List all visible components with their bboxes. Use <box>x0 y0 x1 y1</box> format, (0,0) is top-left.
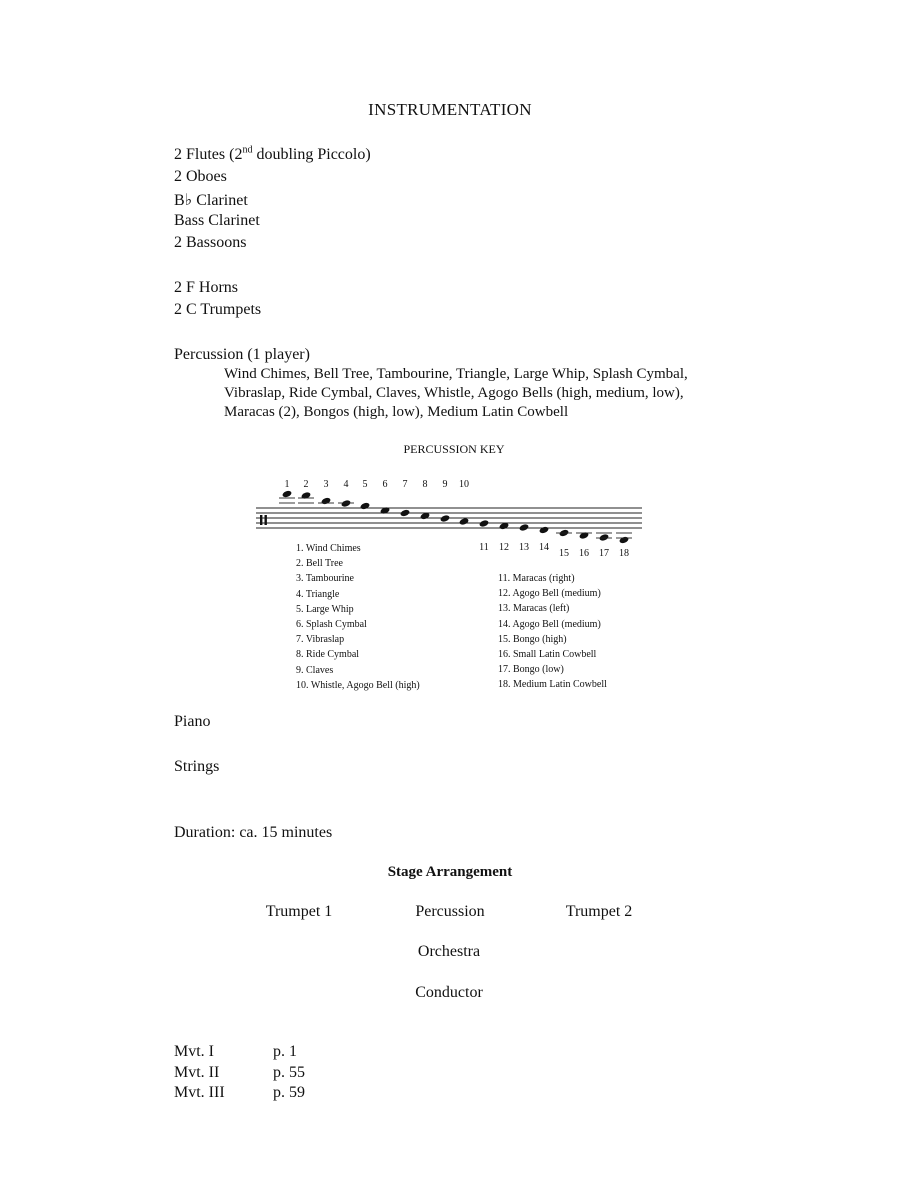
legend-item: 13. Maracas (left) <box>498 603 570 615</box>
legend-right <box>498 571 607 693</box>
staff-note <box>440 514 451 522</box>
legend-item: 7. Vibraslap <box>296 634 345 646</box>
staff-number: 14 <box>539 542 549 553</box>
staff-number: 15 <box>559 548 569 559</box>
legend-item: 9. Claves <box>296 664 334 676</box>
staff-note <box>619 536 630 544</box>
duration-line: Duration: ca. 15 minutes <box>174 824 333 841</box>
staff-note <box>282 490 293 498</box>
staff-number: 2 <box>303 479 309 490</box>
staff-number: 13 <box>519 542 529 553</box>
bassoons-line: 2 Bassoons <box>174 234 247 251</box>
bass-clarinet-line: Bass Clarinet <box>174 212 260 229</box>
percussion-instruments: Wind Chimes, Bell Tree, Tambourine, Triangle, Large Whip, Splash Cymbal, Vibraslap, Ride Cymbal, Claves, Whistle, Agogo Bells (high, medium, low), Maracas (2), Bongos (high, low), Medium Latin Cowbell <box>224 366 688 420</box>
staff-note <box>519 523 530 531</box>
staff-note <box>400 509 411 517</box>
movement-page: p. 1 <box>273 1043 297 1060</box>
movement-page: p. 59 <box>273 1084 305 1101</box>
staff-note <box>479 519 490 527</box>
stage-orchestra: Orchestra <box>417 943 481 960</box>
staff-number: 17 <box>599 548 609 559</box>
flutes-text-post: doubling Piccolo) <box>252 146 371 163</box>
flutes-line <box>174 146 371 164</box>
movement-label: Mvt. II <box>174 1064 220 1081</box>
clarinet-text: Clarinet <box>192 192 248 209</box>
staff-number: 10 <box>459 479 469 490</box>
movement-page: p. 55 <box>273 1064 305 1081</box>
staff-note <box>360 502 371 510</box>
flutes-text: 2 Flutes (2 <box>174 146 243 163</box>
legend-item: 12. Agogo Bell (medium) <box>498 588 601 600</box>
staff-number: 8 <box>422 479 428 490</box>
staff-number: 12 <box>499 542 509 553</box>
legend-item: 18. Medium Latin Cowbell <box>498 679 607 691</box>
horns-line: 2 F Horns <box>174 279 239 296</box>
movement-label: Mvt. I <box>174 1043 214 1060</box>
percussion-heading: Percussion (1 player) <box>174 346 310 363</box>
clarinet-flat: B♭ <box>174 192 193 209</box>
staff-note <box>539 526 550 534</box>
staff-note <box>599 533 610 541</box>
staff-note <box>341 499 352 507</box>
stage-trumpet-1: Trumpet 1 <box>265 903 333 920</box>
strings-line: Strings <box>174 758 220 775</box>
stage-conductor: Conductor <box>415 984 483 1001</box>
staff-number: 18 <box>619 548 629 559</box>
legend-item: 16. Small Latin Cowbell <box>498 649 597 661</box>
legend-left <box>296 541 420 693</box>
movement-label: Mvt. III <box>174 1084 225 1101</box>
legend-item: 2. Bell Tree <box>296 558 343 570</box>
staff-number: 6 <box>382 479 388 490</box>
legend-item: 3. Tambourine <box>296 573 354 585</box>
staff-number: 16 <box>579 548 589 559</box>
staff-number: 5 <box>362 479 368 490</box>
staff-number: 11 <box>479 542 489 553</box>
trumpets-line: 2 C Trumpets <box>174 301 262 318</box>
staff-number: 7 <box>402 479 408 490</box>
flutes-superscript: nd <box>242 144 253 156</box>
percussion-key-title: PERCUSSION KEY <box>403 442 505 456</box>
page-title: INSTRUMENTATION <box>368 100 532 119</box>
staff-number: 4 <box>343 479 349 490</box>
legend-item: 5. Large Whip <box>296 603 354 615</box>
legend-item: 1. Wind Chimes <box>296 543 361 554</box>
legend-item: 11. Maracas (right) <box>498 573 575 584</box>
clarinet-line <box>174 190 248 210</box>
legend-item: 6. Splash Cymbal <box>296 619 367 631</box>
legend-item: 15. Bongo (high) <box>498 633 567 645</box>
piano-line: Piano <box>174 713 211 730</box>
staff-note <box>321 497 332 505</box>
legend-item: 17. Bongo (low) <box>498 664 564 676</box>
stage-trumpet-2: Trumpet 2 <box>565 903 633 920</box>
staff-number: 3 <box>323 479 329 490</box>
percussion-clef <box>260 515 267 525</box>
oboes-line: 2 Oboes <box>174 168 227 185</box>
legend-item: 10. Whistle, Agogo Bell (high) <box>296 679 420 691</box>
staff-number: 9 <box>442 479 448 490</box>
staff-note <box>459 517 470 525</box>
staff-number: 1 <box>284 479 290 490</box>
legend-item: 8. Ride Cymbal <box>296 649 360 661</box>
stage-percussion: Percussion <box>415 903 485 920</box>
legend-item: 4. Triangle <box>296 588 340 600</box>
stage-title: Stage Arrangement <box>387 864 513 880</box>
legend-item: 14. Agogo Bell (medium) <box>498 618 601 630</box>
